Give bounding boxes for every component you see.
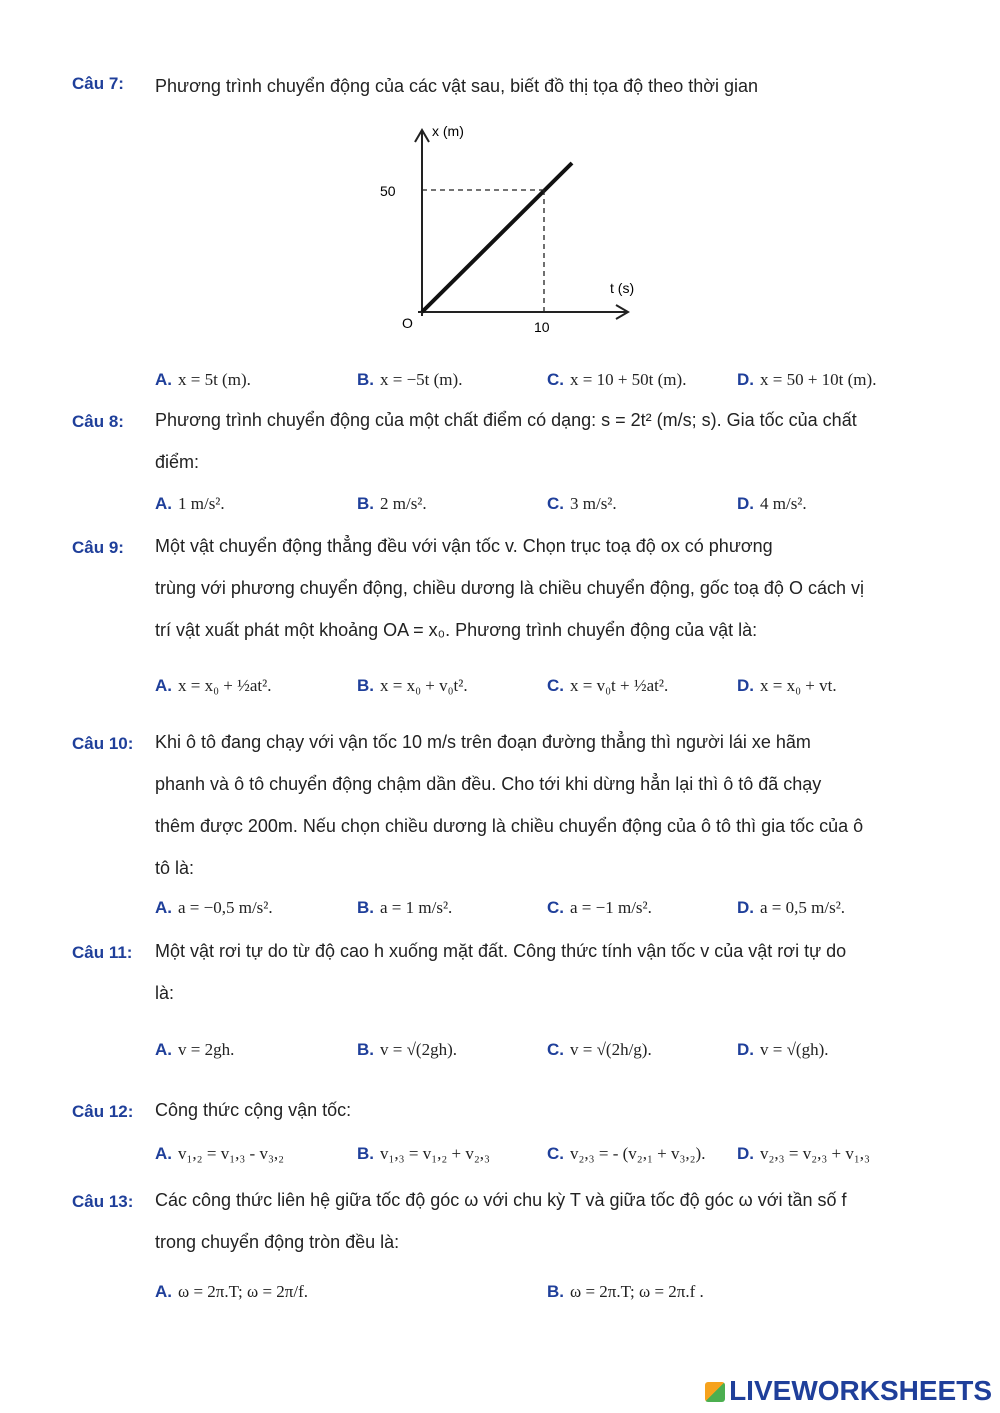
question-10-line-3: thêm được 200m. Nếu chọn chiều dương là chiều chuyển động của ô tô thì gia tốc của ô — [155, 816, 864, 836]
question-11-label: Câu 11: — [72, 943, 133, 962]
liveworksheets-logo: LIVEWORKSHEETS — [705, 1375, 992, 1407]
q7-option-c[interactable]: C. x = 10 + 50t (m). — [547, 370, 687, 389]
q7-option-d[interactable]: D. x = 50 + 10t (m). — [737, 370, 877, 389]
q12-option-b[interactable]: B. v₁,₃ = v₁,₂ + v₂,₃ — [357, 1144, 490, 1163]
question-10-line-4: tô là: — [155, 858, 195, 878]
q8-option-a[interactable]: A. 1 m/s². — [155, 494, 225, 513]
q11-option-b[interactable]: B. v = √(2gh). — [357, 1040, 457, 1059]
question-7-text: Phương trình chuyển động của các vật sau, biết đồ thị tọa độ theo thời gian — [155, 76, 759, 96]
question-8-line-2: điểm: — [155, 452, 200, 472]
q11-option-d[interactable]: D. v = √(gh). — [737, 1040, 829, 1059]
question-8-line-1: Phương trình chuyển động của một chất điểm có dạng: s = 2t² (m/s; s). Gia tốc của chất — [155, 410, 857, 430]
y-axis-label: x (m) — [432, 123, 464, 139]
question-11 — [72, 941, 932, 1031]
question-10 — [72, 732, 932, 902]
q10-option-c[interactable]: C. a = −1 m/s². — [547, 898, 652, 917]
q8-option-d[interactable]: D. 4 m/s². — [737, 494, 807, 513]
q8-option-c[interactable]: C. 3 m/s². — [547, 494, 617, 513]
q10-option-d[interactable]: D. a = 0,5 m/s². — [737, 898, 846, 917]
question-8-label: Câu 8: — [72, 412, 124, 431]
question-10-label: Câu 10: — [72, 734, 134, 753]
question-9 — [72, 536, 932, 666]
origin-label: O — [402, 315, 413, 331]
x-tick-label: 10 — [534, 319, 550, 335]
graph-line — [422, 163, 572, 312]
question-12 — [72, 1100, 932, 1130]
x-axis-label: t (s) — [610, 280, 635, 296]
q9-option-a[interactable]: A. x = x₀ + ½at². — [155, 676, 272, 695]
question-11-line-2: là: — [155, 983, 175, 1003]
question-9-line-2: trùng với phương chuyển động, chiều dương là chiều chuyển động, gốc toạ độ O cách vị — [155, 578, 864, 598]
question-10-line-2: phanh và ô tô chuyển động chậm dần đều. Cho tới khi dừng hẳn lại thì ô tô đã chạy — [155, 774, 822, 794]
question-9-line-1: Một vật chuyển động thẳng đều với vận tốc v. Chọn trục toạ độ ox có phương — [155, 536, 773, 556]
question-13-label: Câu 13: — [72, 1192, 134, 1211]
question-11-line-1: Một vật rơi tự do từ độ cao h xuống mặt đất. Công thức tính vận tốc v của vật rơi tự do — [155, 941, 847, 961]
q8-option-b[interactable]: B. 2 m/s². — [357, 494, 427, 513]
q13-option-b[interactable]: B. ω = 2π.T; ω = 2π.f . — [547, 1282, 704, 1301]
q11-option-c[interactable]: C. v = √(2h/g). — [547, 1040, 652, 1059]
question-13 — [72, 1190, 932, 1280]
question-10-line-1: Khi ô tô đang chạy với vận tốc 10 m/s trên đoạn đường thẳng thì người lái xe hãm — [155, 732, 811, 752]
question-12-text: Công thức cộng vận tốc: — [155, 1100, 352, 1120]
q9-option-c[interactable]: C. x = v₀t + ½at². — [547, 676, 669, 695]
q10-option-b[interactable]: B. a = 1 m/s². — [357, 898, 453, 917]
q12-option-a[interactable]: A. v₁,₂ = v₁,₃ - v₃,₂ — [155, 1144, 285, 1163]
question-13-line-2: trong chuyển động tròn đều là: — [155, 1232, 400, 1252]
q10-option-a[interactable]: A. a = −0,5 m/s². — [155, 898, 273, 917]
question-9-line-3: trí vật xuất phát một khoảng OA = x₀. Phương trình chuyển động của vật là: — [155, 620, 758, 640]
q7-option-a[interactable]: A. x = 5t (m). — [155, 370, 251, 389]
question-12-label: Câu 12: — [72, 1102, 134, 1121]
q11-option-a[interactable]: A. v = 2gh. — [155, 1040, 235, 1059]
y-tick-label: 50 — [380, 183, 396, 199]
q7-option-b[interactable]: B. x = −5t (m). — [357, 370, 463, 389]
question-8 — [72, 410, 932, 500]
q12-option-c[interactable]: C. v₂,₃ = - (v₂,₁ + v₃,₂). — [547, 1144, 706, 1163]
q12-option-d[interactable]: D. v₂,₃ = v₂,₃ + v₁,₃ — [737, 1144, 870, 1163]
q13-option-a[interactable]: A. ω = 2π.T; ω = 2π/f. — [155, 1282, 309, 1301]
liveworksheets-logo-icon — [705, 1382, 725, 1402]
question-13-line-1: Các công thức liên hệ giữa tốc độ góc ω với chu kỳ T và giữa tốc độ góc ω với tần số f — [155, 1190, 847, 1210]
q9-option-d[interactable]: D. x = x₀ + vt. — [737, 676, 837, 695]
q9-option-b[interactable]: B. x = x₀ + v₀t². — [357, 676, 468, 695]
question-7-label: Câu 7: — [72, 74, 124, 93]
question-9-label: Câu 9: — [72, 538, 124, 557]
position-time-graph — [370, 118, 640, 343]
